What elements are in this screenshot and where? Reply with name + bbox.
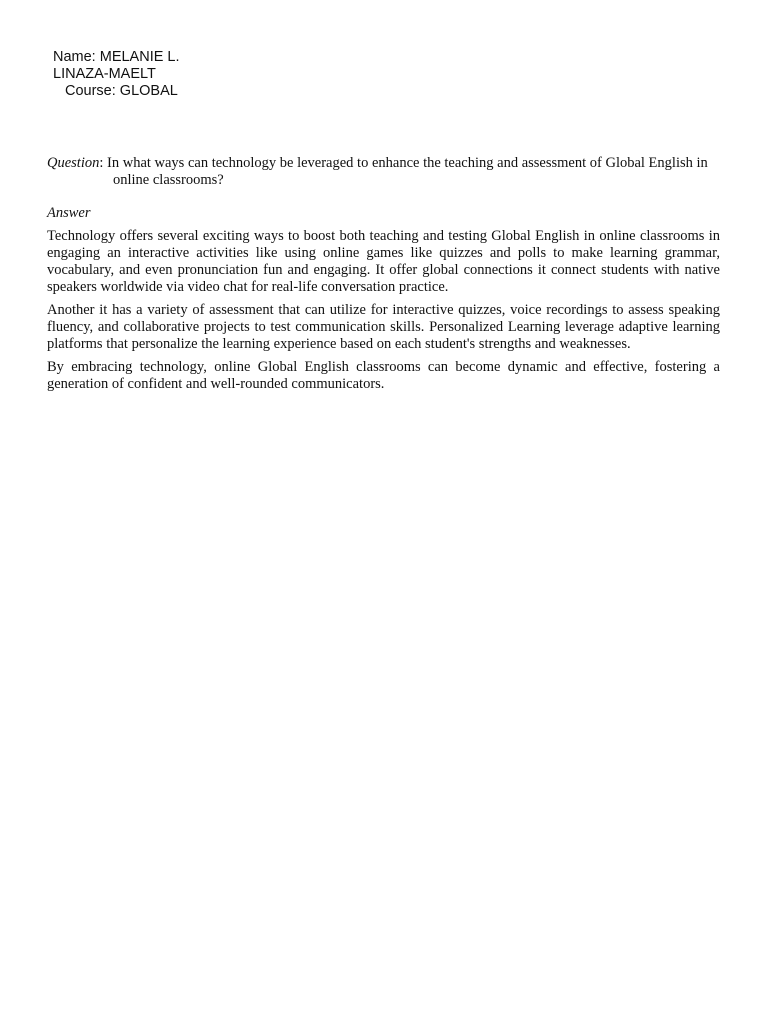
answer-label: Answer [47,205,91,221]
answer-paragraph-2: Another it has a variety of assessment that can utilize for interactive quizzes, voice recordings to assess speaking fluency, and collaborative projects to test communication skills. Personalized Learning leverage adaptive learning platforms that personalize the learning experience based on each student's strengths and weaknesses. [47,302,720,352]
course-line-clipped: Course: GLOBAL [65,83,178,99]
answer-paragraph-3: By embracing technology, online Global English classrooms can become dynamic and effective, fostering a generation of confident and well-rounded communicators. [47,359,720,392]
document-body [47,155,720,399]
question-separator: : [99,155,104,171]
name-text-box [53,49,213,99]
question-label: Question [47,155,100,171]
question-paragraph [47,155,720,189]
name-line-1: Name: MELANIE L. [53,49,180,65]
answer-paragraph-1: Technology offers several exciting ways to boost both teaching and testing Global English in online classrooms in engaging an interactive activities like using online games like quizzes and polls to make learning grammar, vocabulary, and even pronunciation fun and engaging. It offer global connections it connect students with native speakers worldwide via video chat for real-life conversation practice. [47,228,720,295]
question-text: In what ways can technology be leveraged to enhance the teaching and assessment of Global English in online classrooms? [103,155,708,188]
name-line-2: LINAZA-MAELT [53,66,156,82]
